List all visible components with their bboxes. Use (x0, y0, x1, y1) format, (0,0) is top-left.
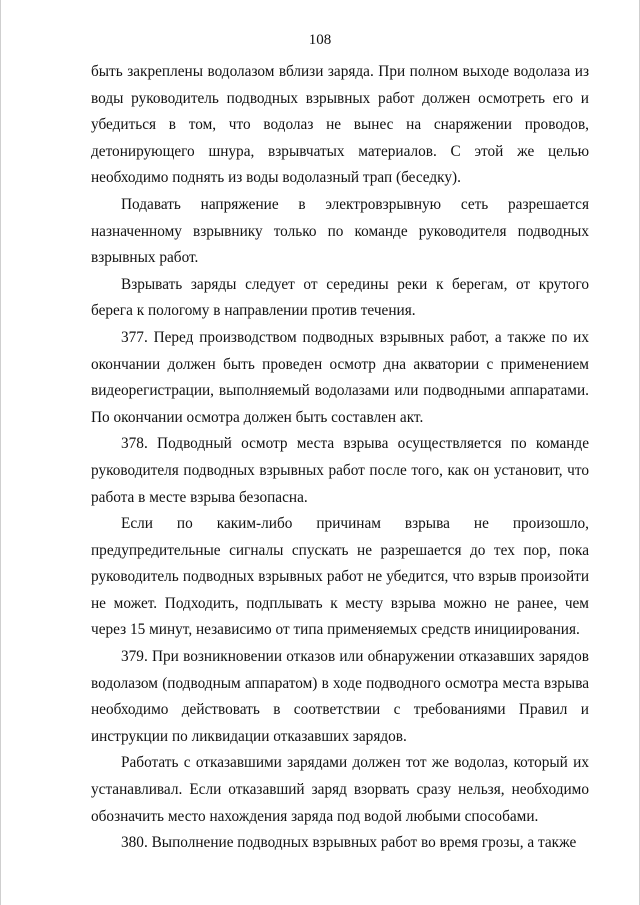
paragraph-379: 379. При возникновении отказов или обнаружении отказавших зарядов водолазом (подводным аппаратом) в ходе подводного осмотра места взрыва необходимо действовать в соответствии с требованиями Правил и инструкции по ликвидации отказавших зарядов. (91, 648, 589, 745)
paragraph-failed-charges: Работать с отказавшими зарядами должен тот же водолаз, который их устанавливал. Если отказавший заряд взорвать сразу нельзя, необходимо обозначить место нахождения заряда под водой любыми способами. (91, 754, 589, 825)
paragraph-voltage: Подавать напряжение в электровзрывную сеть разрешается назначенному взрывнику только по команде руководителя подводных взрывных работ. (91, 195, 589, 267)
paragraph-continuation: быть закреплены водолазом вблизи заряда. При полном выходе водолаза из воды руководитель подводных взрывных работ должен осмотреть его и убедиться в том, что водолаз не вынес на снаряжении проводов, детонирующего шнура, взрывчатых материалов. С этой же целью необходимо поднять из воды водолазный трап (беседку). (91, 63, 589, 187)
page-number: 108 (308, 32, 332, 48)
paragraph-378: 378. Подводный осмотр места взрыва осуществляется по команде руководителя подводных взрывных работ после того, как он установит, что работа в месте взрыва безопасна. (91, 435, 589, 506)
paragraph-380: 380. Выполнение подводных взрывных работ во время грозы, а также (121, 834, 577, 852)
paragraph-blast-order: Взрывать заряды следует от середины реки к берегам, от крутого берега к пологому в направлении против течения. (91, 275, 589, 320)
paragraph-377: 377. Перед производством подводных взрывных работ, а также по их окончании должен быть проведен осмотр дна акватории с применением видеорегистрации, выполняемый водолазами или подводными аппаратами. По окончании осмотра должен быть составлен акт. (91, 328, 589, 426)
text-body (91, 59, 589, 857)
paragraph-misfire-signals: Если по каким-либо причинам взрыва не произошло, предупредительные сигналы спускать не разрешается до тех пор, пока руководитель подводных взрывных работ не убедится, что взрыв произойти не может. Подходить, подплывать к месту взрыва можно не ранее, чем через 15 минут, независимо от типа применяемых средств инициирования. (91, 515, 589, 639)
